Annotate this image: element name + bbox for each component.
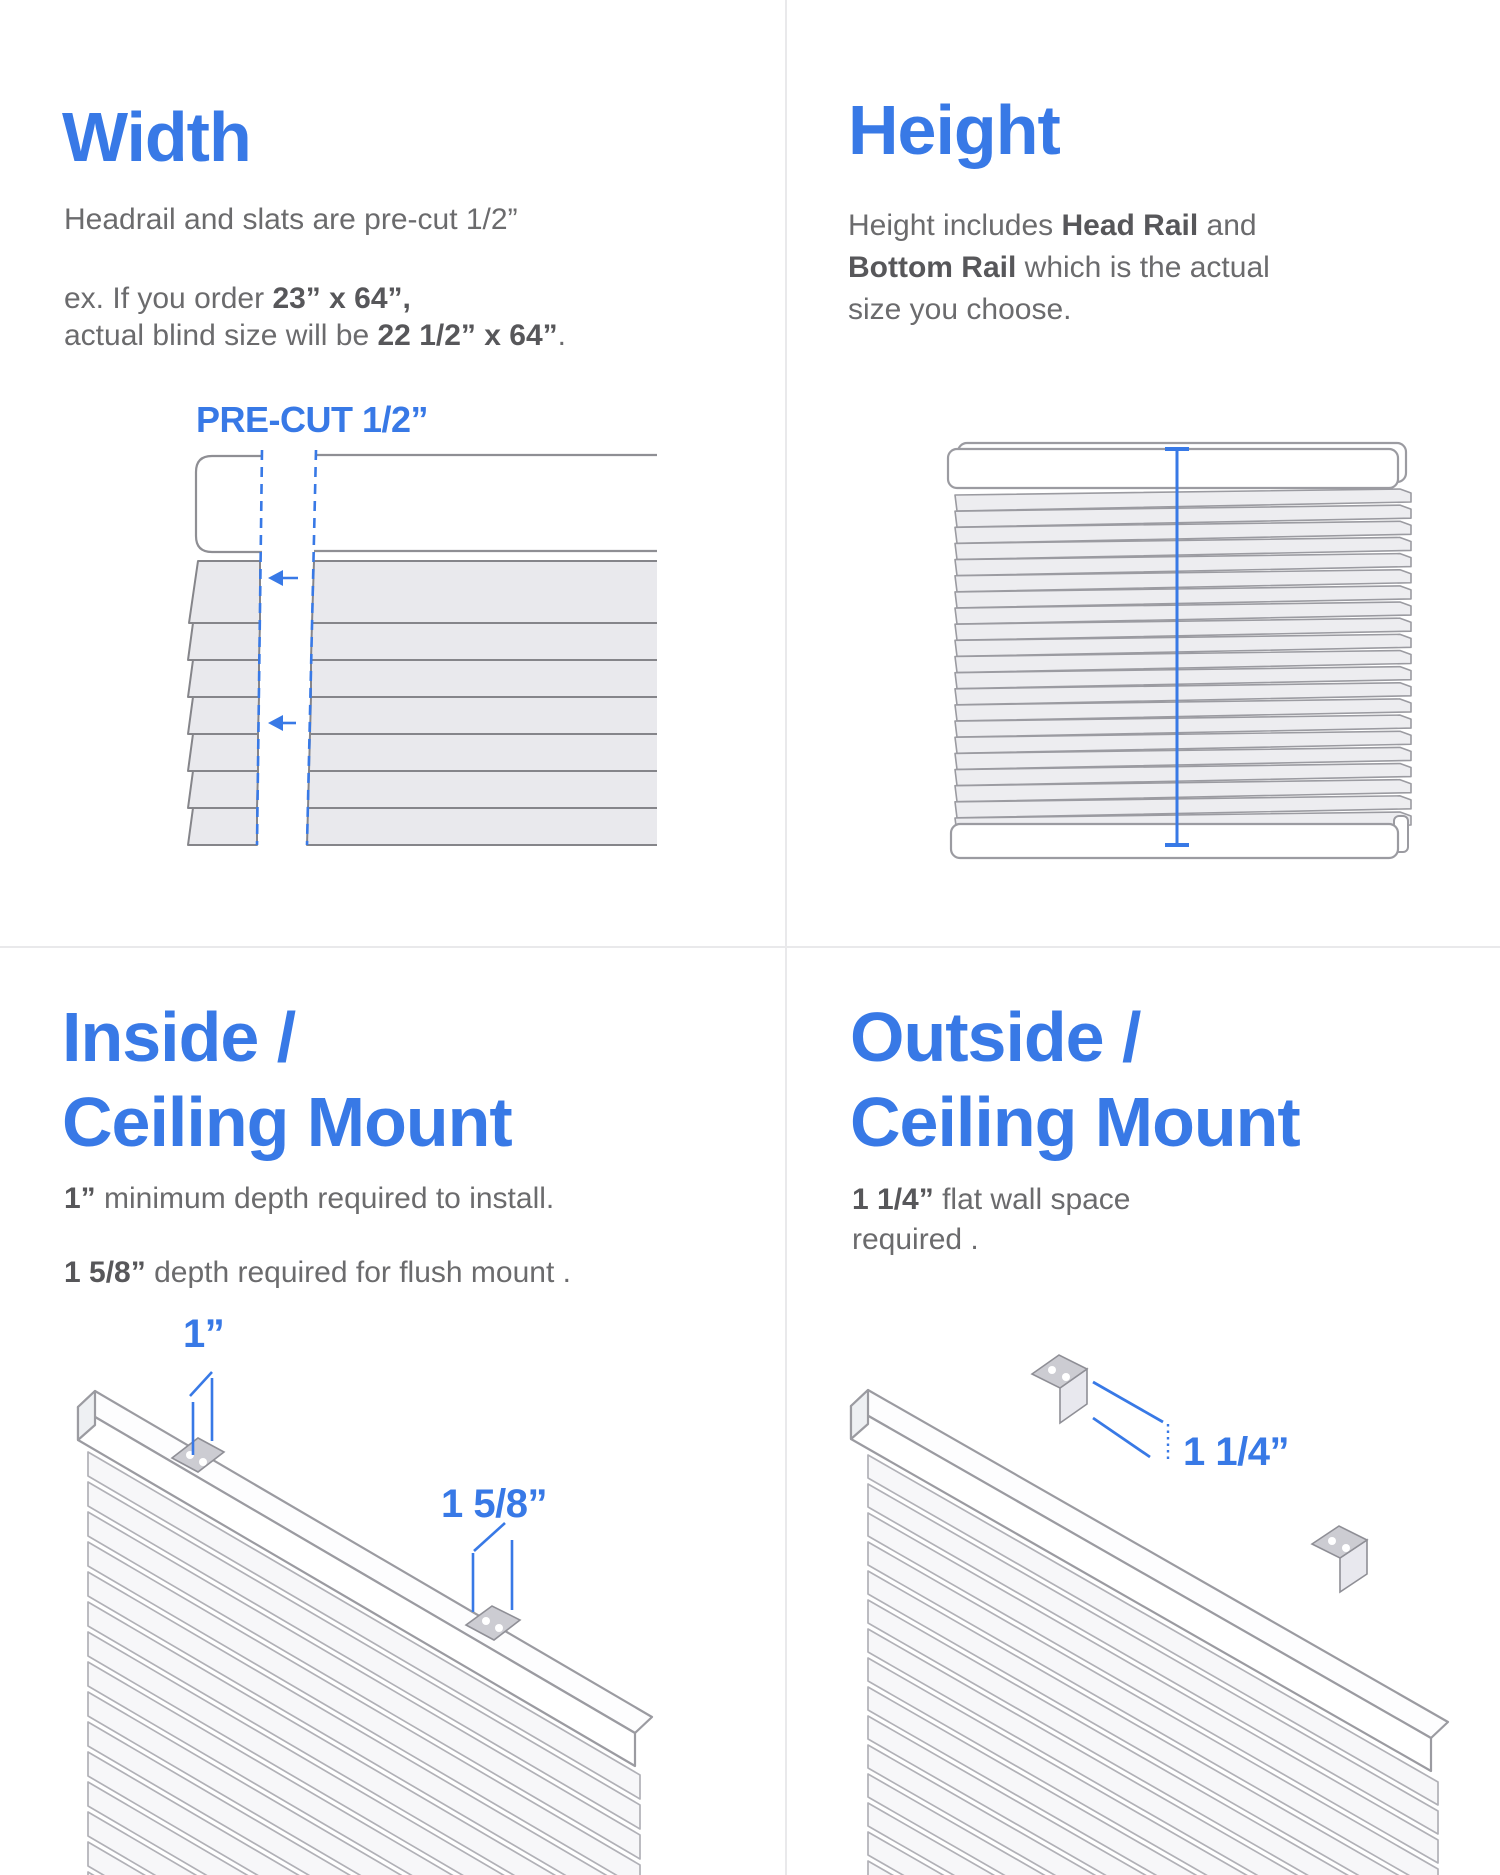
height-diagram bbox=[935, 435, 1420, 865]
inside-mount-p2: 1 5/8” depth required for flush mount . bbox=[64, 1256, 571, 1289]
outside-mount-title: Outside / Ceiling Mount bbox=[850, 998, 1300, 1161]
width-example: ex. If you order 23” x 64”, actual blind size will be 22 1/2” x 64”. bbox=[64, 282, 566, 352]
horizontal-divider bbox=[0, 946, 1500, 948]
min-depth-label: 1” bbox=[183, 1312, 225, 1356]
height-title: Height bbox=[848, 91, 1060, 169]
outside-mount-p1: 1 1/4” flat wall space required . bbox=[852, 1183, 1131, 1256]
inside-mount-p1: 1” minimum depth required to install. bbox=[64, 1182, 555, 1215]
width-diagram bbox=[150, 440, 657, 860]
inside-mount-diagram bbox=[60, 1328, 786, 1875]
inside-mount-title: Inside / Ceiling Mount bbox=[62, 998, 512, 1161]
height-paragraph: Height includes Head Rail and Bottom Rail which is the actual size you choose. bbox=[848, 209, 1270, 326]
precut-label: PRE-CUT 1/2” bbox=[196, 399, 429, 440]
wall-space-label: 1 1/4” bbox=[1183, 1430, 1289, 1474]
outside-mount-diagram bbox=[786, 1328, 1500, 1875]
width-intro: Headrail and slats are pre-cut 1/2” bbox=[64, 203, 518, 236]
width-title: Width bbox=[62, 98, 251, 176]
flush-depth-label: 1 5/8” bbox=[441, 1482, 547, 1526]
